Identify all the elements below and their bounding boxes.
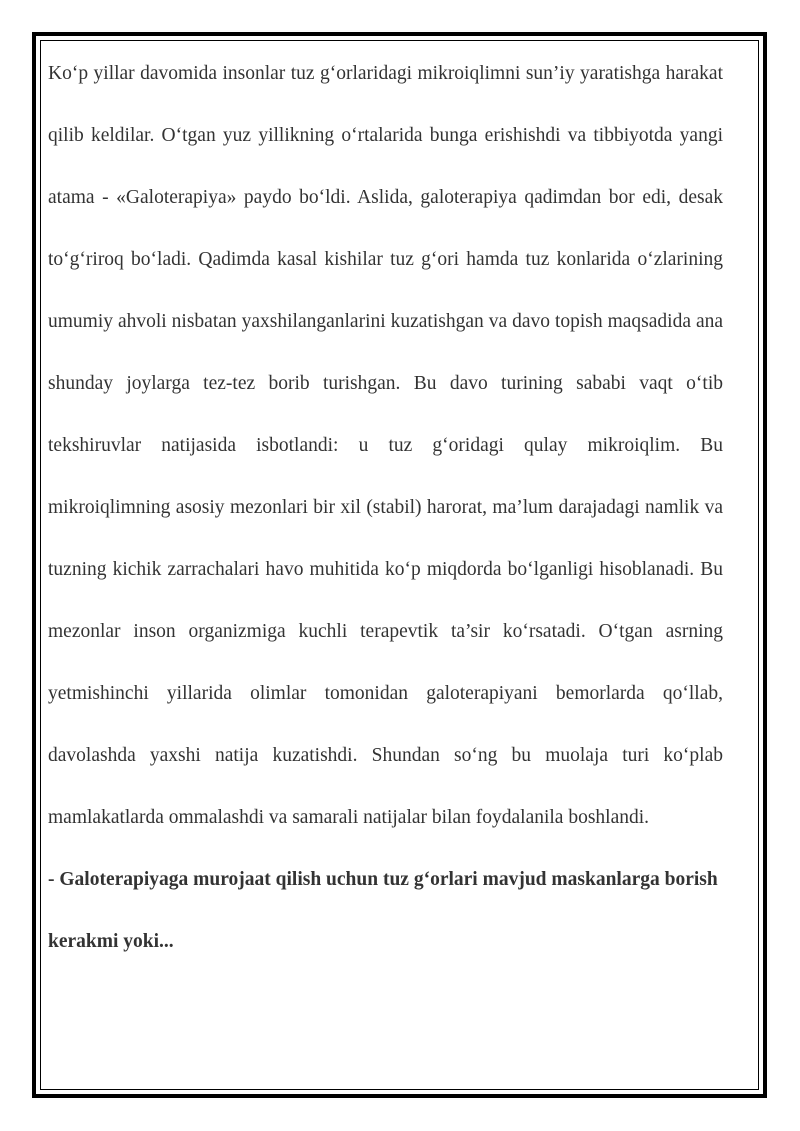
body-paragraph: Ko‘p yillar davomida insonlar tuz g‘orlaridagi mikroiqlimni sun’iy yaratishga harakat qilib keldilar. O‘tgan yuz yillikning o‘rtalarida bunga erishishdi va tibbiyotda yangi atama - «Galoterapiya» paydo bo‘ldi. Aslida, galoterapiya qadimdan bor edi, desak to‘g‘riroq bo‘ladi. Qadimda kasal kishilar tuz g‘ori hamda tuz konlarida o‘zlarining umumiy ahvoli nisbatan yaxshilanganlarini kuzatishgan va davo topish maqsadida ana shunday joylarga tez-tez borib turishgan. Bu davo turining sababi vaqt o‘tib tekshiruvlar natijasida isbotlandi: u tuz g‘oridagi qulay mikroiqlim. Bu mikroiqlimning asosiy mezonlari bir xil (stabil) harorat, ma’lum darajadagi namlik va tuzning kichik zarrachalari havo muhitida ko‘p miqdorda bo‘lganligi hisoblanadi. Bu mezonlar inson organizmiga kuchli terapevtik ta’sir ko‘rsatadi. O‘tgan asrning yetmishinchi yillarida olimlar tomonidan galoterapiyani bemorlarda qo‘llab, davolashda yaxshi natija kuzatishdi. Shundan so‘ng bu muolaja turi ko‘plab mamlakatlarda ommalashdi va samarali natijalar bilan foydalanila boshlandi. <box>48 63 723 828</box>
document-text <box>48 43 723 973</box>
bold-question: - Galoterapiyaga murojaat qilish uchun tuz g‘orlari mavjud maskanlarga borish kerakmi yoki... <box>48 869 718 952</box>
